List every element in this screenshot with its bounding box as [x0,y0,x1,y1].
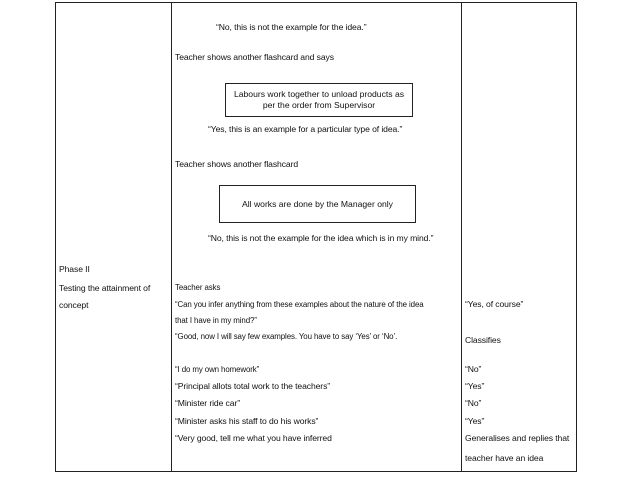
question-line2: that I have in my mind?” [175,316,257,325]
teacher-another-flashcard: Teacher shows another flashcard [175,159,299,169]
response-1: “No” [465,364,482,374]
phase-label: Phase II [59,264,90,274]
response-generalises-line2: teacher have an idea [465,453,544,463]
flashcard-box-1-line1: Labours work together to unload products as [233,89,405,99]
lesson-table [55,2,577,472]
flashcard-box-1-line2: per the order from Supervisor [262,100,376,110]
response-generalises-line1: Generalises and replies that [465,433,570,443]
phase-desc-line2: concept [59,300,89,310]
response-classifies: Classifies [465,335,501,345]
example-1: “I do my own homework” [175,365,260,374]
quote-yes-example: “Yes, this is an example for a particular type of idea.” [208,124,403,134]
flashcard-box-2 [219,185,416,223]
very-good-prompt: “Very good, tell me what you have inferred [175,433,332,443]
good-now-instruction: “Good, now I will say few examples. You have to say ‘Yes’ or ‘No’. [175,332,398,341]
flashcard-box-2-text: All works are done by the Manager only [242,198,393,209]
example-2: “Principal allots total work to the teachers” [175,381,331,391]
response-2: “Yes” [465,381,485,391]
response-4: “Yes” [465,416,485,426]
example-3: “Minister ride car” [175,398,240,408]
response-3: “No” [465,398,482,408]
flashcard-box-1 [225,83,413,117]
column-divider-2 [461,3,462,471]
quote-not-in-mind: “No, this is not the example for the idea which is in my mind.” [208,233,434,243]
teacher-another-flashcard-says: Teacher shows another flashcard and says [175,52,334,62]
column-divider-1 [171,3,172,471]
quote-not-example: “No, this is not the example for the idea.” [216,22,367,32]
example-4: “Minister asks his staff to do his works” [175,416,319,426]
response-yes-of-course: “Yes, of course” [465,299,524,309]
phase-desc-line1: Testing the attainment of [59,283,151,293]
question-line1: “Can you infer anything from these examples about the nature of the idea [175,300,424,309]
teacher-asks: Teacher asks [175,283,221,292]
